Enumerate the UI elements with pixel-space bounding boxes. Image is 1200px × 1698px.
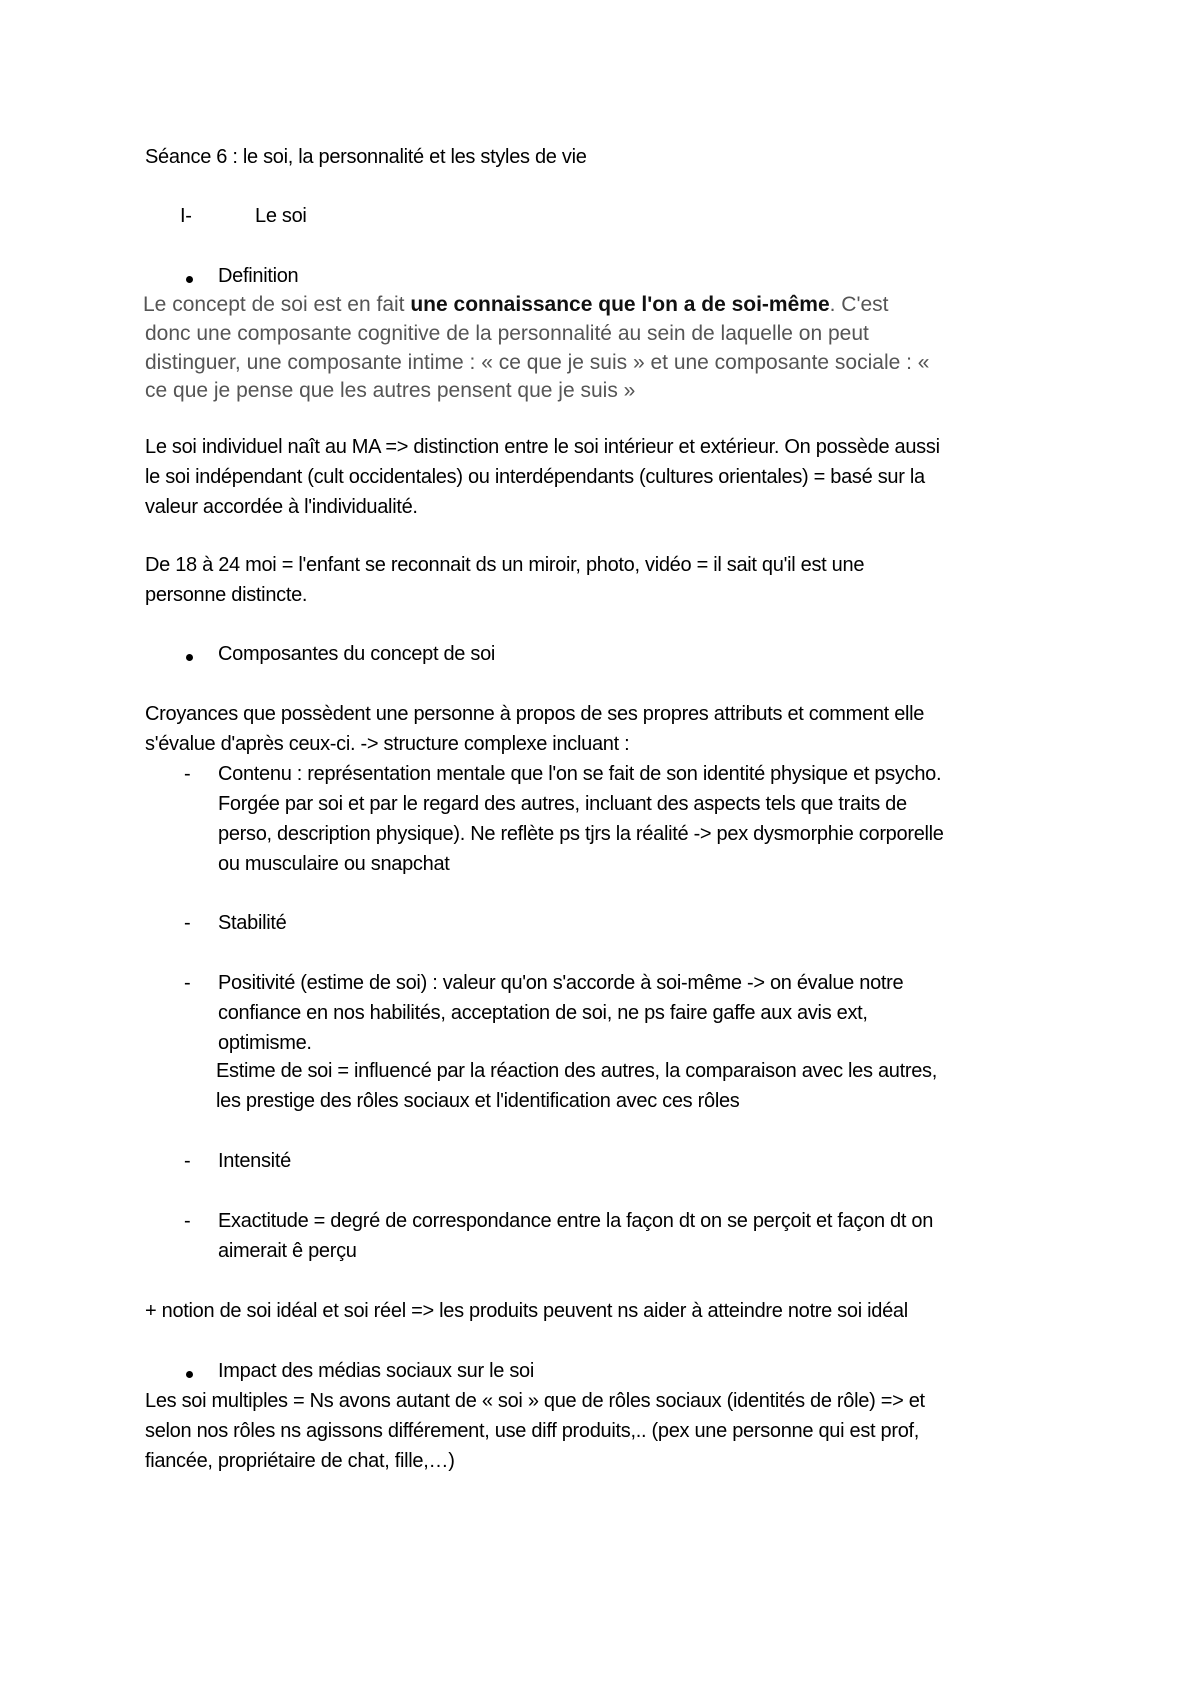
- paragraph-line: s'évalue d'après ceux-ci. -> structure complexe incluant :: [145, 733, 630, 755]
- list-item-line: Estime de soi = influencé par la réaction des autres, la comparaison avec les autres,: [216, 1060, 938, 1082]
- section-number: I-: [180, 205, 192, 227]
- paragraph-line: Le soi individuel naît au MA => distinction entre le soi intérieur et extérieur. On possède aussi: [145, 436, 940, 458]
- paragraph-line: valeur accordée à l'individualité.: [145, 496, 418, 518]
- list-item-line: les prestige des rôles sociaux et l'identification avec ces rôles: [216, 1090, 740, 1112]
- dash-marker: -: [184, 1210, 191, 1232]
- list-item-line: perso, description physique). Ne reflète ps tjrs la réalité -> pex dysmorphie corporelle: [218, 823, 944, 845]
- list-item-intensite: Intensité: [218, 1150, 291, 1172]
- definition-line-1: Le concept de soi est en fait une connaissance que l'on a de soi-même. C'est: [143, 293, 889, 316]
- list-item-stabilite: Stabilité: [218, 912, 287, 934]
- list-item-line: optimisme.: [218, 1032, 312, 1054]
- paragraph-line: Croyances que possèdent une personne à propos de ses propres attributs et comment elle: [145, 703, 925, 725]
- list-item-line: aimerait ê perçu: [218, 1240, 357, 1262]
- list-item-line: Forgée par soi et par le regard des autres, incluant des aspects tels que traits de: [218, 793, 907, 815]
- list-item-line: confiance en nos habilités, acceptation de soi, ne ps faire gaffe aux avis ext,: [218, 1002, 868, 1024]
- impact-heading: Impact des médias sociaux sur le soi: [218, 1360, 535, 1382]
- dash-marker: -: [184, 912, 191, 934]
- list-item-line: Exactitude = degré de correspondance entre la façon dt on se perçoit et façon dt on: [218, 1210, 934, 1232]
- paragraph-line: le soi indépendant (cult occidentales) ou interdépendants (cultures orientales) = basé sur la: [145, 466, 925, 488]
- paragraph-line: selon nos rôles ns agissons différement, use diff produits,.. (pex une personne qui est prof,: [145, 1420, 920, 1442]
- paragraph-line: De 18 à 24 moi = l'enfant se reconnait ds un miroir, photo, vidéo = il sait qu'il est une: [145, 554, 865, 576]
- section-label: Le soi: [255, 205, 307, 227]
- dash-marker: -: [184, 1150, 191, 1172]
- bullet-icon: [186, 654, 193, 661]
- paragraph-line: + notion de soi idéal et soi réel => les produits peuvent ns aider à atteindre notre soi idéal: [145, 1300, 908, 1322]
- list-item-line: Positivité (estime de soi) : valeur qu'on s'accorde à soi-même -> on évalue notre: [218, 972, 904, 994]
- composantes-heading: Composantes du concept de soi: [218, 643, 496, 665]
- paragraph-line: personne distincte.: [145, 584, 308, 606]
- paragraph-line: Les soi multiples = Ns avons autant de « soi » que de rôles sociaux (identités de rôle) => et: [145, 1390, 925, 1412]
- definition-line-3: distinguer, une composante intime : « ce que je suis » et une composante sociale : «: [145, 351, 930, 374]
- definition-line-2: donc une composante cognitive de la personnalité au sein de laquelle on peut: [145, 322, 869, 345]
- definition-heading: Definition: [218, 265, 299, 287]
- definition-line-4: ce que je pense que les autres pensent que je suis »: [145, 379, 636, 402]
- bullet-icon: [186, 276, 193, 283]
- bullet-icon: [186, 1371, 193, 1378]
- dash-marker: -: [184, 972, 191, 994]
- list-item-line: ou musculaire ou snapchat: [218, 853, 450, 875]
- paragraph-line: fiancée, propriétaire de chat, fille,…): [145, 1450, 455, 1472]
- list-item-line: Contenu : représentation mentale que l'on se fait de son identité physique et psycho.: [218, 763, 942, 785]
- page-title: Séance 6 : le soi, la personnalité et les styles de vie: [145, 146, 587, 168]
- dash-marker: -: [184, 763, 191, 785]
